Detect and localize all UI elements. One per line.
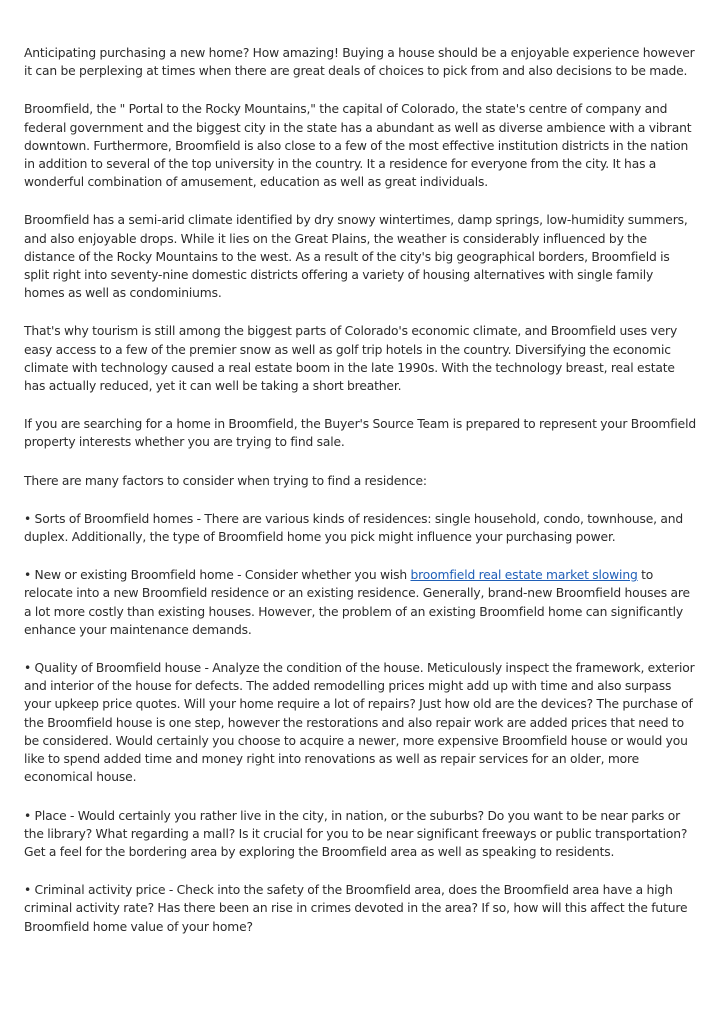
list-item-house-quality: • Quality of Broomfield house - Analyze the condition of the house. Meticulously inspect the framework, exterior and interior of the house for defects. The added remodelling prices might add up with time and also surpass your upkeep price quotes. Will your home require a lot of repairs? Just how old are the devices? The purchase of the Broomfield house is one step, however the restorations and also repair work are added prices that need to be considered. Would certainly you choose to acquire a newer, more expensive Broomfield house or would you like to spend added time and money right into renovations as well as repair services for an older, more economical house.	[24, 661, 695, 785]
list-item-text: to relocate into a new Broomfield residence or an existing residence. Generally, brand-new Broomfield houses are a lot more costly than existing houses. However, the problem of an existing Broomfield home can significantly enhance your maintenance demands.	[24, 568, 690, 637]
list-item-crime-rate: • Criminal activity price - Check into the safety of the Broomfield area, does the Broomfield area have a high criminal activity rate? Has there been an rise in crimes devoted in the area? If so, how will this affect the future Broomfield home value of your home?	[24, 883, 688, 934]
paragraph-economy: That's why tourism is still among the biggest parts of Colorado's economic climate, and Broomfield uses very easy access to a few of the premier snow as well as golf trip hotels in the country. Diversifying the economic climate with technology caused a real estate boom in the late 1990s. With the technology breast, real estate has actually reduced, yet it can well be taking a short breather.	[24, 324, 678, 394]
paragraph-intro: Anticipating purchasing a new home? How amazing! Buying a house should be a enjoyable experience however it can be perplexing at times when there are great deals of choices to pick from and also decisions to be made.	[24, 46, 695, 79]
market-slowing-link[interactable]: broomfield real estate market slowing	[410, 568, 638, 583]
list-item-new-or-existing	[24, 566, 696, 639]
list-item-place: • Place - Would certainly you rather live in the city, in nation, or the suburbs? Do you want to be near parks or the library? What regarding a mall? Is it crucial for you to be near significant freeways or public transportation? Get a feel for the bordering area by exploring the Broomfield area as well as speaking to residents.	[24, 808, 688, 859]
list-item-text: • New or existing Broomfield home - Consider whether you wish	[24, 568, 411, 583]
paragraph-broomfield-overview: Broomfield, the " Portal to the Rocky Mountains," the capital of Colorado, the state's centre of company and federal government and the biggest city in the state has a abundant as well as diverse ambience with a vibrant downtown. Furthermore, Broomfield is also close to a few of the most effective institution districts in the nation in addition to several of the top university in the country. It a residence for everyone from the city. It has a wonderful combination of amusement, education as well as great individuals.	[24, 102, 692, 190]
paragraph-climate: Broomfield has a semi-arid climate identified by dry snowy wintertimes, damp springs, low-humidity summers, and also enjoyable drops. While it lies on the Great Plains, the weather is considerably influenced by the distance of the Rocky Mountains to the west. As a result of the city's big geographical borders, Broomfield is split right into seventy-nine domestic districts offering a variety of housing alternatives with single family homes as well as condominiums.	[24, 213, 688, 301]
paragraph-buyers-team: If you are searching for a home in Broomfield, the Buyer's Source Team is prepared to represent your Broomfield property interests whether you are trying to find sale.	[24, 417, 696, 450]
paragraph-factors-intro: There are many factors to consider when trying to find a residence:	[24, 473, 427, 488]
list-item-home-types: • Sorts of Broomfield homes - There are various kinds of residences: single household, condo, townhouse, and duplex. Additionally, the type of Broomfield home you pick might influence your purchasing power.	[24, 511, 684, 545]
